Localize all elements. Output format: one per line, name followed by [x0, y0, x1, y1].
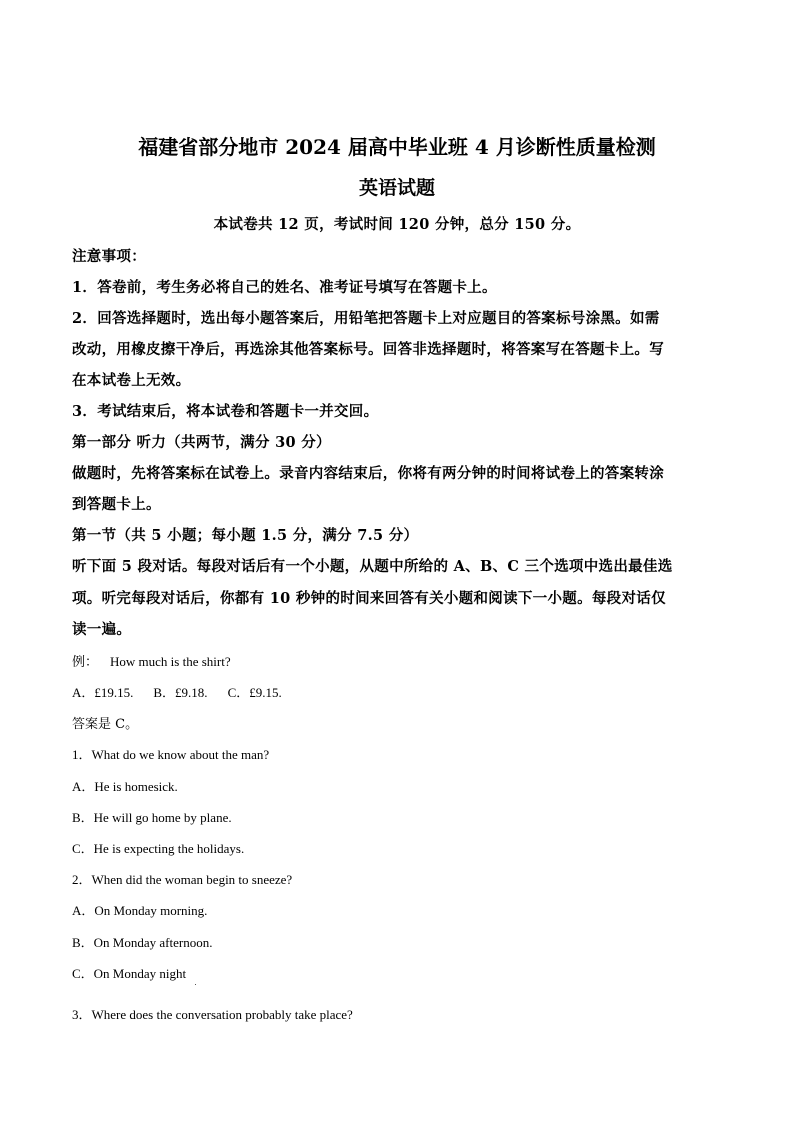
- notice-item-1: 1．答卷前，考生务必将自己的姓名、准考证号填写在答题卡上。: [72, 279, 497, 296]
- section1-desc-line-3: 读一遍。: [72, 621, 132, 638]
- example-question: How much is the shirt?: [110, 654, 231, 669]
- notice-item-3: 3．考试结束后，将本试卷和答题卡一并交回。: [72, 403, 379, 420]
- example-option-a: A．£19.15.: [72, 685, 134, 700]
- part1-heading: 第一部分 听力（共两节，满分 30 分）: [72, 434, 331, 451]
- part1-desc-line-1: 做题时，先将答案标在试卷上。录音内容结束后，你将有两分钟的时间将试卷上的答案转涂: [72, 465, 664, 482]
- exam-title: 福建省部分地市 2024 届高中毕业班 4 月诊断性质量检测: [138, 135, 656, 159]
- section1-desc-line-1: 听下面 5 段对话。每段对话后有一个小题，从题中所给的 A、B、C 三个选项中选出最佳选: [72, 558, 673, 575]
- example-options: [72, 682, 722, 701]
- question-1-stem: 1．What do we know about the man?: [72, 747, 270, 762]
- question-2-option-c: C．On Monday night: [72, 966, 187, 981]
- section1-desc-line-2: 项。听完每段对话后，你都有 10 秒钟的时间来回答有关小题和阅读下一小题。每段对话仅: [72, 590, 666, 607]
- example-option-b: B．£9.18.: [153, 685, 208, 700]
- question-2-option-b: B．On Monday afternoon.: [72, 935, 213, 950]
- question-3-stem: 3．Where does the conversation probably take place?: [72, 1007, 353, 1022]
- exam-info: 本试卷共 12 页，考试时间 120 分钟，总分 150 分。: [213, 216, 581, 233]
- section1-heading: 第一节（共 5 小题；每小题 1.5 分，满分 7.5 分）: [72, 527, 419, 544]
- question-1-option-c: C．He is expecting the holidays.: [72, 841, 245, 856]
- exam-subtitle: 英语试题: [358, 177, 435, 199]
- notice-item-2-line-3: 在本试卷上无效。: [72, 372, 191, 389]
- notice-item-2-line-1: 2．回答选择题时，选出每小题答案后，用铅笔把答题卡上对应题目的答案标号涂黑。如需: [72, 310, 660, 327]
- question-2-option-a: A．On Monday morning.: [72, 903, 208, 918]
- notice-item-2-line-2: 改动，用橡皮擦干净后，再选涂其他答案标号。回答非选择题时，将答案写在答题卡上。写: [72, 341, 664, 358]
- stray-dot-mark: [195, 984, 196, 985]
- example-answer: 答案是 C。: [72, 717, 139, 732]
- question-1-option-a: A．He is homesick.: [72, 779, 178, 794]
- question-2-stem: 2．When did the woman begin to sneeze?: [72, 872, 293, 887]
- example-question-line: [72, 651, 722, 670]
- part1-desc-line-2: 到答题卡上。: [72, 496, 161, 513]
- question-1-option-b: B．He will go home by plane.: [72, 810, 232, 825]
- example-label: 例：: [72, 655, 99, 670]
- example-option-c: C．£9.15.: [227, 685, 282, 700]
- notice-heading: 注意事项：: [72, 248, 146, 265]
